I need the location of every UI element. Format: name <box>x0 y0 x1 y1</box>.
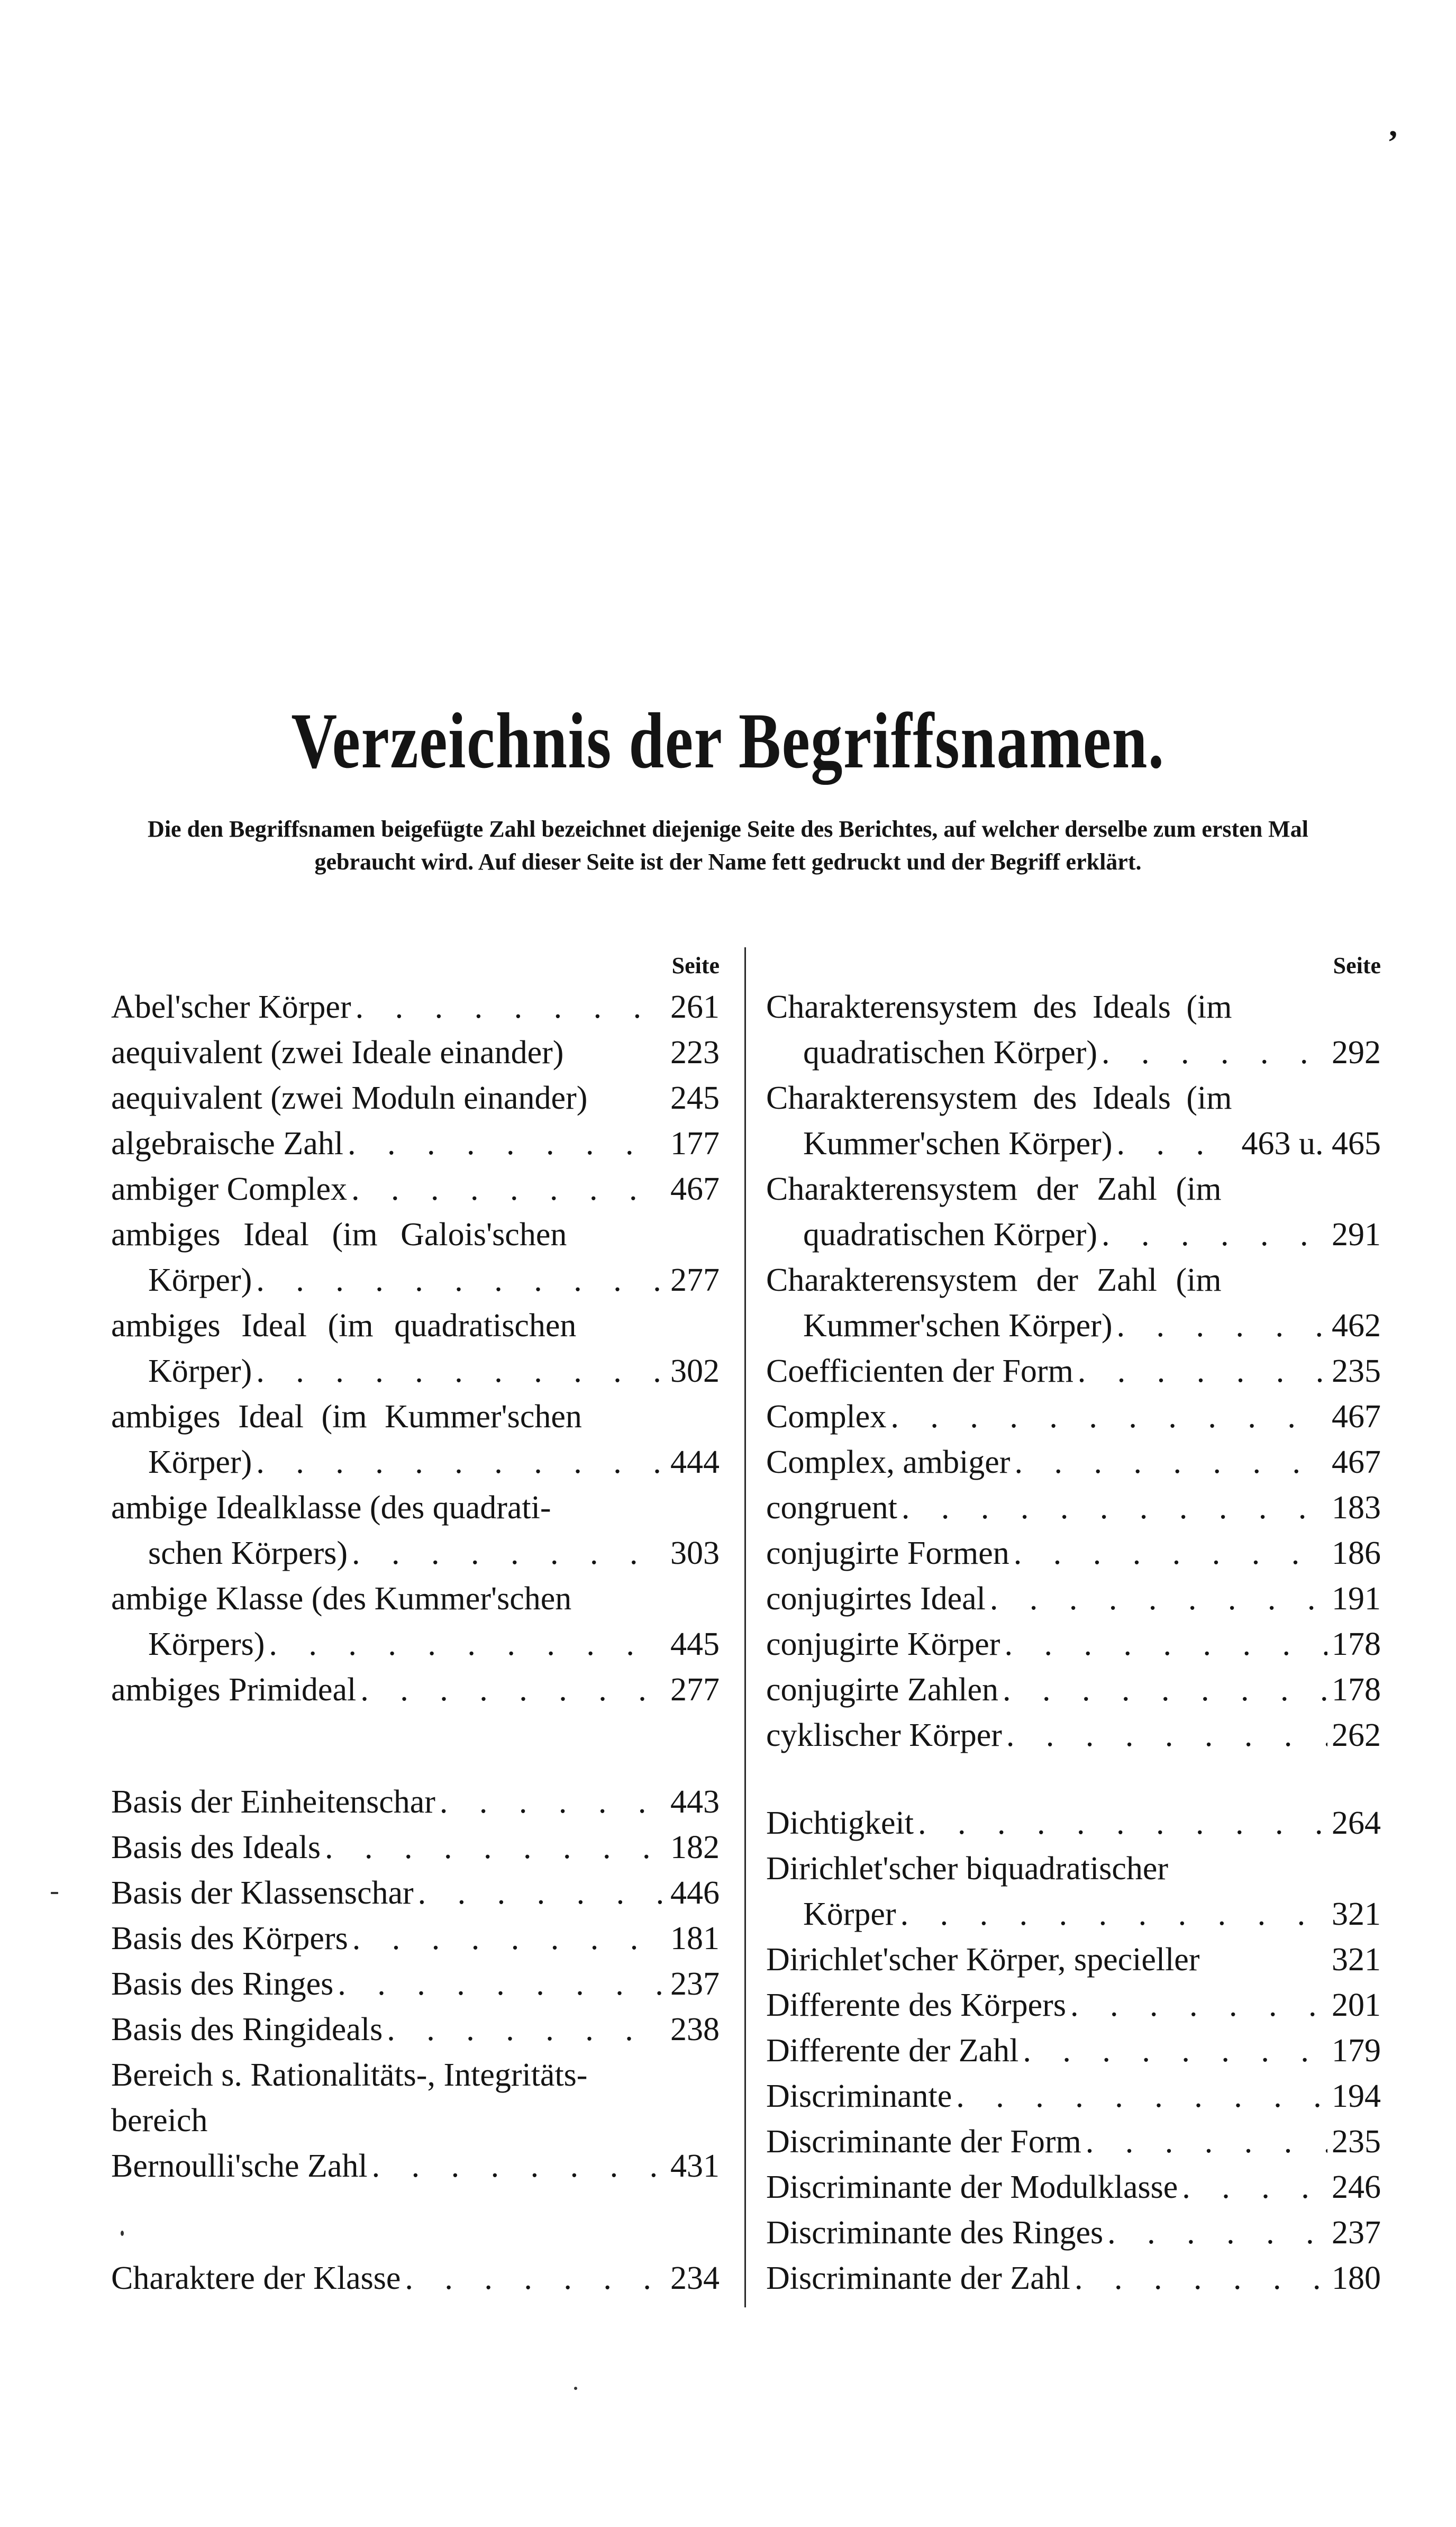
index-entry: Bereich s. Rationalitäts-, Integritäts- <box>111 2057 588 2093</box>
index-entry-continuation: Körper) . . . 302 <box>111 1348 720 1394</box>
index-entry-continuation: Kummer'schen Körper) . . . 463 u. 465 <box>766 1121 1381 1166</box>
page-number: 246 <box>1332 2169 1381 2205</box>
page-number: 467 <box>1332 1444 1381 1480</box>
index-entry: Basis des Ideals . . . 182 <box>111 1825 720 1870</box>
index-entry-continuation: Körper . . . 321 <box>766 1891 1381 1937</box>
index-entry: ambiges Ideal (im Galois'schen <box>111 1217 567 1253</box>
index-entry: Coefficienten der Form . . . 235 <box>766 1348 1381 1394</box>
page-number: 264 <box>1332 1805 1381 1841</box>
page-column-header: Seite <box>1333 953 1381 979</box>
scan-speck <box>574 2387 577 2390</box>
index-entry: Bernoulli'sche Zahl . . . 431 <box>111 2143 720 2189</box>
index-entry: Discriminante der Zahl . . . 180 <box>766 2256 1381 2301</box>
corner-mark: ’ <box>1387 123 1399 161</box>
index-entry: Discriminante . . . 194 <box>766 2073 1381 2119</box>
index-entry: aequivalent (zwei Moduln einander) 245 <box>111 1075 720 1121</box>
page-number: 444 <box>670 1444 720 1480</box>
page-title: Verzeichnis der Begriffsnamen. <box>291 697 1165 785</box>
index-entry: conjugirtes Ideal . . . 191 <box>766 1576 1381 1622</box>
index-column-right <box>766 947 1381 2301</box>
index-entry: ambige Idealklasse (des quadrati- <box>111 1490 551 1526</box>
index-entry-continuation: Kummer'schen Körper) . . . 462 <box>766 1303 1381 1348</box>
index-entry: Charakterensystem des Ideals (im <box>766 989 1232 1025</box>
index-entry: Charaktere der Klasse . . . 234 <box>111 2256 720 2301</box>
page-number: 181 <box>670 1921 720 1957</box>
index-entry-continuation: quadratischen Körper) . . . 292 <box>766 1030 1381 1075</box>
page-number: 186 <box>1332 1535 1381 1571</box>
page-number: 462 <box>1332 1308 1381 1344</box>
page-number: 431 <box>670 2148 720 2184</box>
index-entry: aequivalent (zwei Ideale einander) 223 <box>111 1030 720 1075</box>
index-entry-continuation: bereich <box>111 2103 208 2139</box>
index-entry: Dirichlet'scher Körper, specieller 321 <box>766 1937 1381 1982</box>
page-number: 467 <box>670 1171 720 1207</box>
intro-note: Die den Begriffsnamen beigefügte Zahl bezeichnet diejenige Seite des Berichtes, auf welcher derselbe zum ersten Mal gebraucht wird. Auf dieser Seite ist der Name fett gedruckt und der Begriff erklärt. <box>148 816 1308 875</box>
column-divider <box>744 947 746 2307</box>
page-number: 261 <box>670 989 720 1025</box>
index-column-left <box>111 947 720 2301</box>
page-number: 178 <box>1332 1672 1381 1708</box>
page-number: 443 <box>670 1784 720 1820</box>
scan-speck <box>121 2231 124 2236</box>
index-entry: Discriminante der Form . . . 235 <box>766 2119 1381 2164</box>
page-number: 237 <box>670 1966 720 2002</box>
index-entry: Complex . . . 467 <box>766 1394 1381 1439</box>
page-number: 177 <box>670 1126 720 1162</box>
page-number: 237 <box>1332 2215 1381 2251</box>
index-entry: ambiges Ideal (im quadratischen <box>111 1308 577 1344</box>
page-number: 292 <box>1332 1035 1381 1071</box>
page-number: 179 <box>1332 2033 1381 2069</box>
index-entry: algebraische Zahl . . . 177 <box>111 1121 720 1166</box>
index-entry: conjugirte Formen . . . 186 <box>766 1530 1381 1576</box>
index-entry: conjugirte Zahlen . . . 178 <box>766 1667 1381 1713</box>
index-entry: Discriminante des Ringes . . . 237 <box>766 2210 1381 2256</box>
index-entry: Charakterensystem der Zahl (im <box>766 1262 1222 1298</box>
index-entry: Discriminante der Modulklasse . . . 246 <box>766 2164 1381 2210</box>
page-number: 303 <box>670 1535 720 1571</box>
page-number: 194 <box>1332 2078 1381 2114</box>
index-entry-continuation: quadratischen Körper) . . . 291 <box>766 1212 1381 1257</box>
page-number: 201 <box>1332 1987 1381 2023</box>
page-number: 182 <box>670 1829 720 1865</box>
index-entry: ambiges Ideal (im Kummer'schen <box>111 1399 582 1435</box>
page-number: 183 <box>1332 1490 1381 1526</box>
index-entry: Basis der Einheitenschar . . . 443 <box>111 1779 720 1825</box>
index-entry: Basis des Ringes . . . 237 <box>111 1961 720 2007</box>
page-number: 463 u. 465 <box>1241 1126 1381 1162</box>
page-column-header: Seite <box>671 953 720 979</box>
index-entry: Abel'scher Körper . . . 261 <box>111 984 720 1030</box>
page-number: 467 <box>1332 1399 1381 1435</box>
index-entry-continuation: schen Körpers) . . . 303 <box>111 1530 720 1576</box>
index-entry: congruent . . . 183 <box>766 1485 1381 1530</box>
page-number: 277 <box>670 1672 720 1708</box>
page-number: 291 <box>1332 1217 1381 1253</box>
index-entry: Dirichlet'scher biquadratischer <box>766 1851 1169 1887</box>
index-entry: Differente des Körpers . . . 201 <box>766 1982 1381 2028</box>
index-entry-continuation: Körpers) . . . 445 <box>111 1622 720 1667</box>
page-number: 235 <box>1332 2124 1381 2160</box>
index-entry: Charakterensystem des Ideals (im <box>766 1080 1232 1116</box>
page-number: 238 <box>670 2012 720 2048</box>
index-entry: ambiger Complex . . . 467 <box>111 1166 720 1212</box>
index-entry: conjugirte Körper . . . 178 <box>766 1622 1381 1667</box>
page-number: 178 <box>1332 1626 1381 1662</box>
index-entry-continuation: Körper) . . . 444 <box>111 1439 720 1485</box>
index-entry: Basis der Klassenschar . . . 446 <box>111 1870 720 1916</box>
index-entry: ambige Klasse (des Kummer'schen <box>111 1581 572 1617</box>
index-entry-continuation: Körper) . . . 277 <box>111 1257 720 1303</box>
index-entry: Complex, ambiger . . . 467 <box>766 1439 1381 1485</box>
page-number: 180 <box>1332 2260 1381 2296</box>
page-number: 321 <box>1332 1942 1381 1978</box>
index-entry: cyklischer Körper . . . 262 <box>766 1713 1381 1758</box>
page-number: 262 <box>1332 1717 1381 1753</box>
index-entry: Dichtigkeit . . . 264 <box>766 1800 1381 1846</box>
scan-speck <box>51 1892 58 1894</box>
page-number: 191 <box>1332 1581 1381 1617</box>
index-entry: ambiges Primideal . . . 277 <box>111 1667 720 1713</box>
page-number: 445 <box>670 1626 720 1662</box>
page-number: 277 <box>670 1262 720 1298</box>
index-entry: Charakterensystem der Zahl (im <box>766 1171 1222 1207</box>
page-number: 234 <box>670 2260 720 2296</box>
index-entry: Differente der Zahl . . . 179 <box>766 2028 1381 2073</box>
index-entry: Basis des Körpers . . . 181 <box>111 1916 720 1961</box>
page-number: 235 <box>1332 1353 1381 1389</box>
page-number: 446 <box>670 1875 720 1911</box>
page-number: 223 <box>670 1035 720 1071</box>
page-number: 321 <box>1332 1896 1381 1932</box>
page-number: 245 <box>670 1080 720 1116</box>
index-entry: Basis des Ringideals . . . 238 <box>111 2007 720 2052</box>
page-number: 302 <box>670 1353 720 1389</box>
